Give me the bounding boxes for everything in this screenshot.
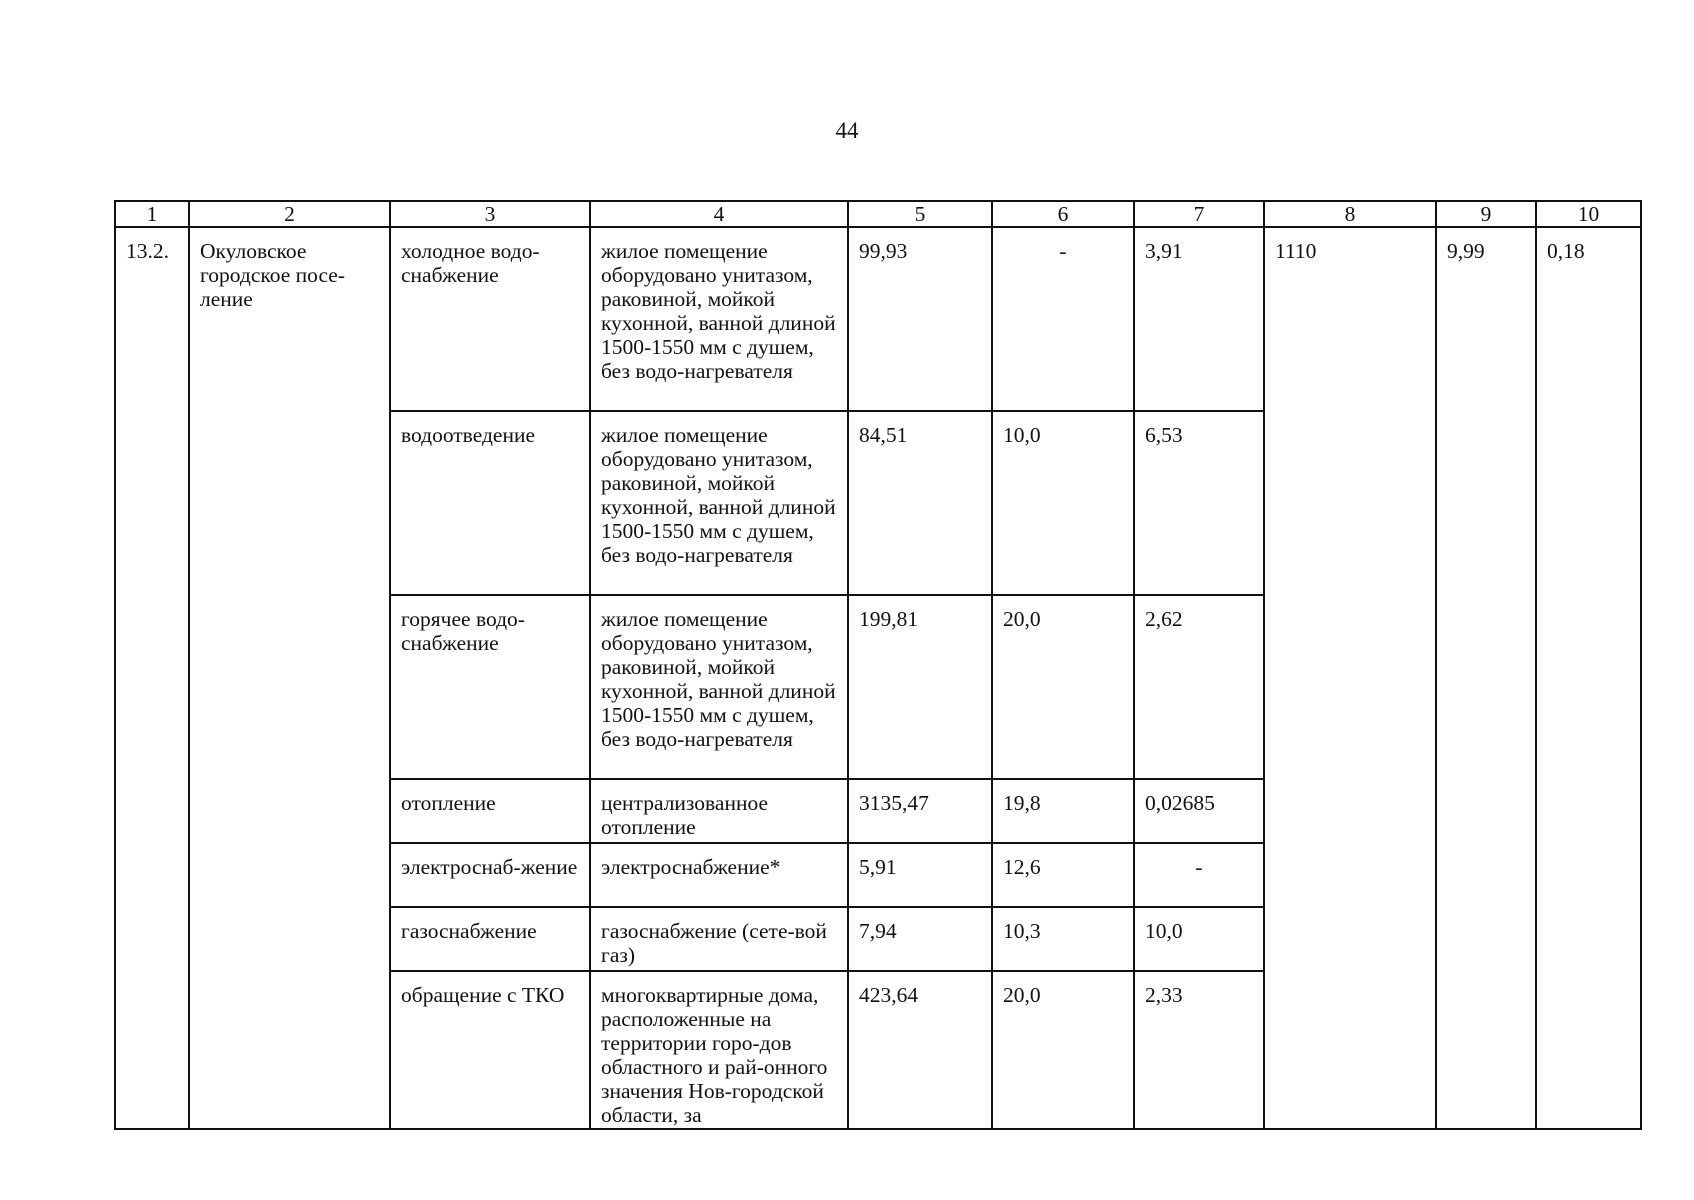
service-cell: холодное водо-снабжение bbox=[390, 227, 590, 411]
col6-cell: 12,6 bbox=[992, 843, 1134, 907]
description-cell: жилое помещение оборудовано унитазом, раковиной, мойкой кухонной, ванной длиной 1500-1550 мм с душем, без водо-нагревателя bbox=[590, 595, 848, 779]
col7-cell: 6,53 bbox=[1134, 411, 1264, 595]
settlement-name-cell: Окуловское городское посе-ление bbox=[189, 227, 390, 1129]
col5-cell: 3135,47 bbox=[848, 779, 992, 843]
col5-cell: 423,64 bbox=[848, 971, 992, 1129]
description-cell: электроснабжение* bbox=[590, 843, 848, 907]
service-cell: электроснаб-жение bbox=[390, 843, 590, 907]
table-row bbox=[115, 227, 1641, 411]
service-cell: обращение с ТКО bbox=[390, 971, 590, 1129]
item-code-cell: 13.2. bbox=[115, 227, 189, 1129]
col7-cell: - bbox=[1134, 843, 1264, 907]
service-cell: водоотведение bbox=[390, 411, 590, 595]
col7-cell: 3,91 bbox=[1134, 227, 1264, 411]
header-row bbox=[115, 201, 1641, 227]
col7-cell: 2,62 bbox=[1134, 595, 1264, 779]
description-cell: многоквартирные дома, расположенные на территории горо-дов областного и рай-онного значения Нов-городской области, за bbox=[590, 971, 848, 1129]
service-cell: горячее водо-снабжение bbox=[390, 595, 590, 779]
col5-cell: 5,91 bbox=[848, 843, 992, 907]
tariff-table bbox=[114, 200, 1642, 1130]
header-cell-6: 6 bbox=[992, 201, 1134, 227]
header-cell-10: 10 bbox=[1536, 201, 1641, 227]
header-cell-9: 9 bbox=[1436, 201, 1536, 227]
col8-cell: 1110 bbox=[1264, 227, 1436, 1129]
header-cell-3: 3 bbox=[390, 201, 590, 227]
col6-cell: 20,0 bbox=[992, 971, 1134, 1129]
header-cell-5: 5 bbox=[848, 201, 992, 227]
description-cell: централизованное отопление bbox=[590, 779, 848, 843]
col7-cell: 0,02685 bbox=[1134, 779, 1264, 843]
col6-cell: 19,8 bbox=[992, 779, 1134, 843]
col6-cell: 10,0 bbox=[992, 411, 1134, 595]
col5-cell: 7,94 bbox=[848, 907, 992, 971]
page-number: 44 bbox=[835, 118, 859, 143]
header-cell-8: 8 bbox=[1264, 201, 1436, 227]
description-cell: жилое помещение оборудовано унитазом, раковиной, мойкой кухонной, ванной длиной 1500-1550 мм с душем, без водо-нагревателя bbox=[590, 411, 848, 595]
header-cell-1: 1 bbox=[115, 201, 189, 227]
col6-cell: 10,3 bbox=[992, 907, 1134, 971]
header-cell-4: 4 bbox=[590, 201, 848, 227]
description-cell: жилое помещение оборудовано унитазом, раковиной, мойкой кухонной, ванной длиной 1500-1550 мм с душем, без водо-нагревателя bbox=[590, 227, 848, 411]
col6-cell: 20,0 bbox=[992, 595, 1134, 779]
col6-cell: - bbox=[992, 227, 1134, 411]
col7-cell: 2,33 bbox=[1134, 971, 1264, 1129]
description-cell: газоснабжение (сете-вой газ) bbox=[590, 907, 848, 971]
header-cell-2: 2 bbox=[189, 201, 390, 227]
col5-cell: 84,51 bbox=[848, 411, 992, 595]
header-cell-7: 7 bbox=[1134, 201, 1264, 227]
service-cell: газоснабжение bbox=[390, 907, 590, 971]
col10-cell: 0,18 bbox=[1536, 227, 1641, 1129]
col5-cell: 99,93 bbox=[848, 227, 992, 411]
col7-cell: 10,0 bbox=[1134, 907, 1264, 971]
col9-cell: 9,99 bbox=[1436, 227, 1536, 1129]
service-cell: отопление bbox=[390, 779, 590, 843]
col5-cell: 199,81 bbox=[848, 595, 992, 779]
